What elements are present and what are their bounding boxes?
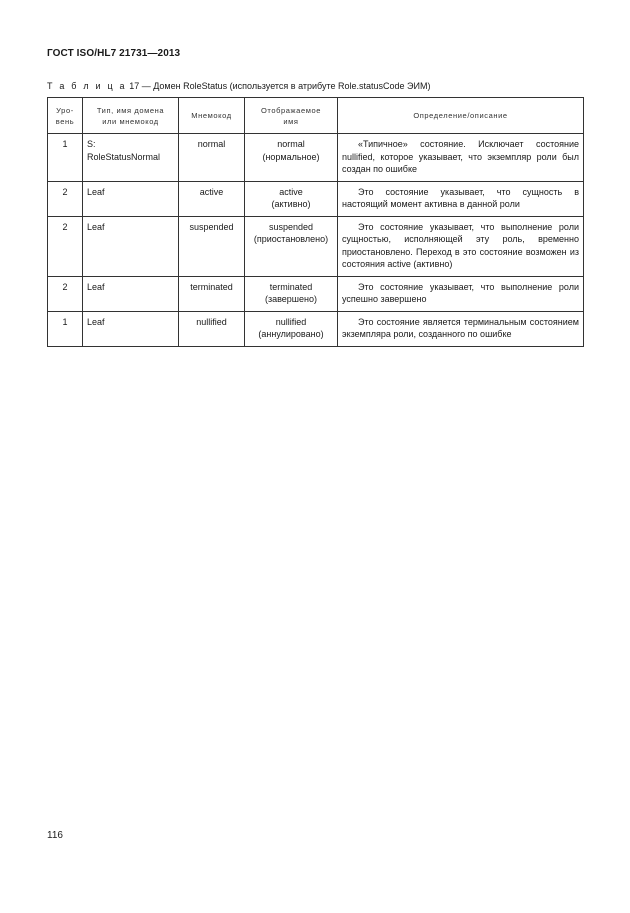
cell-definition: Это состояние является терминальным состоянием экземпляра роли, созданного по ошибке (338, 311, 584, 346)
table-row (48, 216, 584, 276)
cell-display-name: active (активно) (245, 181, 338, 216)
document-header: ГОСТ ISO/HL7 21731—2013 (47, 48, 181, 59)
table-body (48, 134, 584, 347)
table-row (48, 311, 584, 346)
cell-type: Leaf (83, 181, 179, 216)
cell-level: 2 (48, 276, 83, 311)
header-mnemonic: Мнемокод (179, 98, 245, 134)
header-level: Уро- вень (48, 98, 83, 134)
cell-level: 1 (48, 311, 83, 346)
cell-definition: «Типичное» состояние. Исключает состояние nullified, которое указывает, что экземпляр роли был создан по ошибке (338, 134, 584, 182)
table-caption-text: 17 — Домен RoleStatus (используется в атрибуте Role.statusCode ЭИМ) (129, 81, 431, 91)
header-display-name: Отображаемое имя (245, 98, 338, 134)
cell-level: 2 (48, 181, 83, 216)
cell-type: Leaf (83, 276, 179, 311)
cell-level: 2 (48, 216, 83, 276)
cell-mnemonic: normal (179, 134, 245, 182)
cell-display-name: terminated (завершено) (245, 276, 338, 311)
header-type: Тип, имя домена или мнемокод (83, 98, 179, 134)
table-caption-prefix: Т а б л и ц а (47, 81, 127, 91)
header-definition: Определение/описание (338, 98, 584, 134)
table-row (48, 181, 584, 216)
cell-type: Leaf (83, 311, 179, 346)
cell-mnemonic: nullified (179, 311, 245, 346)
cell-type: Leaf (83, 216, 179, 276)
table-caption (47, 81, 431, 91)
page-number: 116 (47, 830, 63, 841)
cell-mnemonic: suspended (179, 216, 245, 276)
cell-definition: Это состояние указывает, что сущность в настоящий момент активна в данной роли (338, 181, 584, 216)
cell-type: S: RoleStatusNormal (83, 134, 179, 182)
cell-definition: Это состояние указывает, что выполнение роли успешно завершено (338, 276, 584, 311)
cell-display-name: normal (нормальное) (245, 134, 338, 182)
table-header-row (48, 98, 584, 134)
role-status-table (47, 97, 584, 347)
table-row (48, 134, 584, 182)
cell-display-name: nullified (аннулировано) (245, 311, 338, 346)
cell-display-name: suspended (приостановлено) (245, 216, 338, 276)
cell-mnemonic: active (179, 181, 245, 216)
cell-level: 1 (48, 134, 83, 182)
cell-mnemonic: terminated (179, 276, 245, 311)
cell-definition: Это состояние указывает, что выполнение роли сущностью, исполняющей эту роль, временно приостановлено. Переход в это состояние возможен из состояния active (активно) (338, 216, 584, 276)
table-row (48, 276, 584, 311)
